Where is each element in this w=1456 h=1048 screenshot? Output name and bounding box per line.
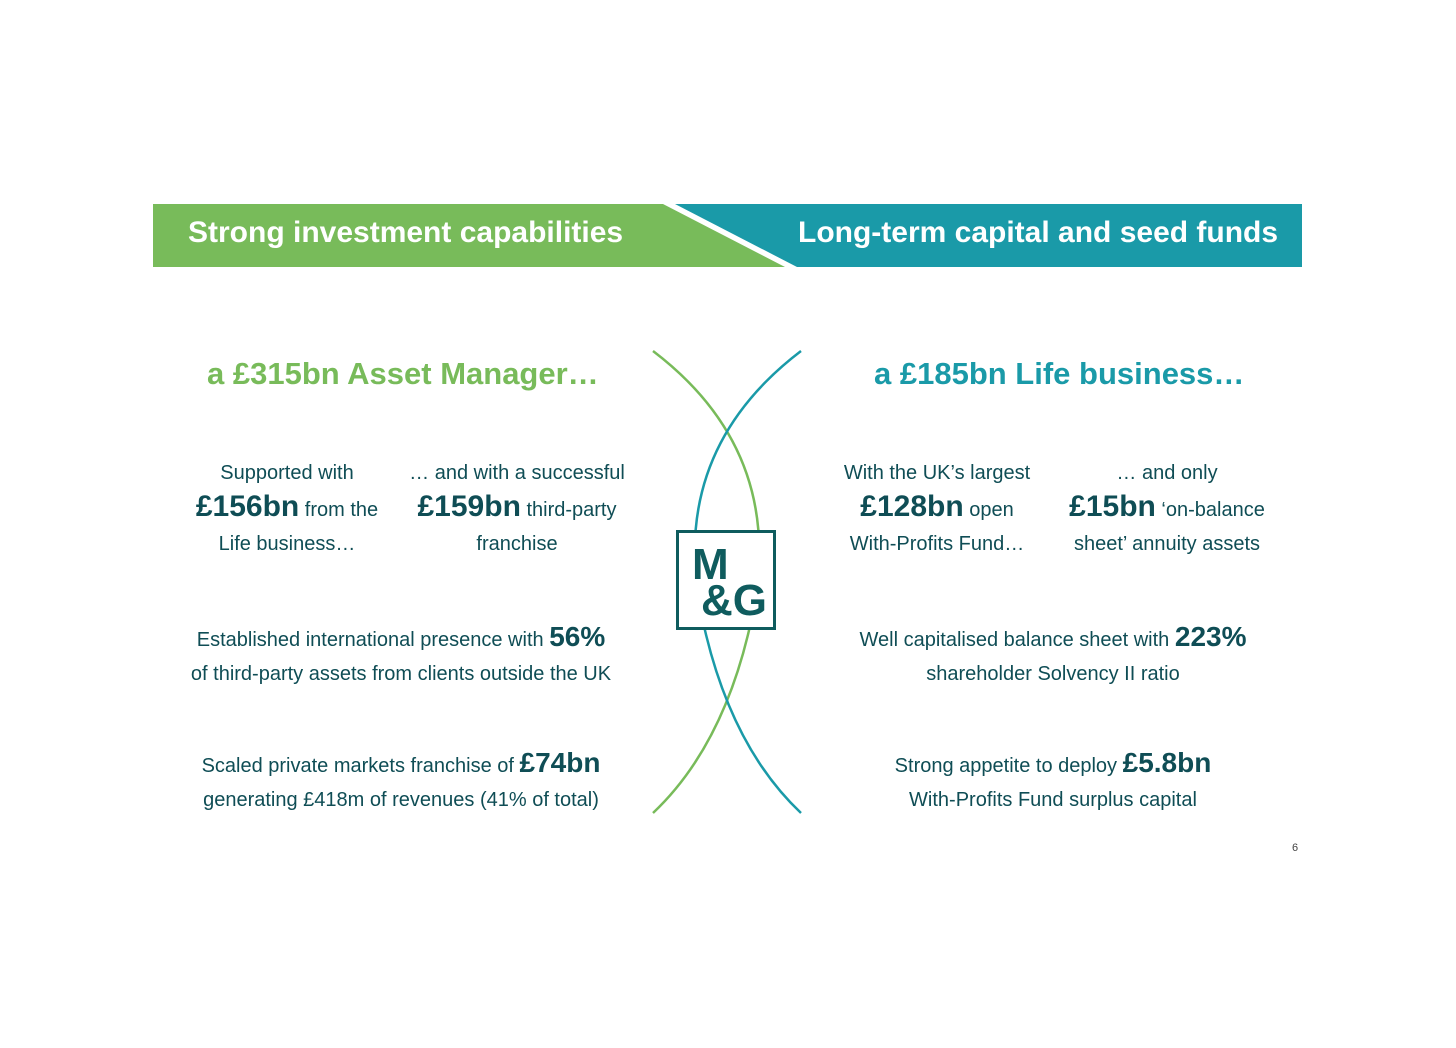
page-number: 6 (1292, 842, 1299, 854)
stat-223-solvency: Well capitalised balance sheet with 223% shareholder Solvency II ratio (859, 621, 1247, 685)
asset-manager-headline: a £315bn Asset Manager… (207, 356, 599, 391)
stat-156bn-life-business: Supported with £156bn from the Life business… (195, 462, 379, 555)
stat-5-8bn-surplus: Strong appetite to deploy £5.8bn With-Profits Fund surplus capital (894, 747, 1212, 811)
mg-logo: M &G (676, 530, 776, 630)
banner-title-capital: Long-term capital and seed funds (798, 216, 1279, 249)
stat-74bn-private-markets: Scaled private markets franchise of £74bn generating £418m of revenues (41% of total) (201, 747, 601, 811)
stat-159bn-third-party: … and with a successful £159bn third-party franchise (409, 462, 625, 555)
banner-title-investment: Strong investment capabilities (188, 216, 624, 249)
life-business-headline: a £185bn Life business… (874, 356, 1245, 391)
stat-128bn-with-profits: With the UK’s largest £128bn open With-Profits Fund… (843, 462, 1031, 555)
stat-15bn-annuity: … and only £15bn ‘on-balance sheet’ annuity assets (1069, 462, 1265, 555)
stat-56-international: Established international presence with 56% of third-party assets from clients outside the UK (190, 621, 612, 685)
